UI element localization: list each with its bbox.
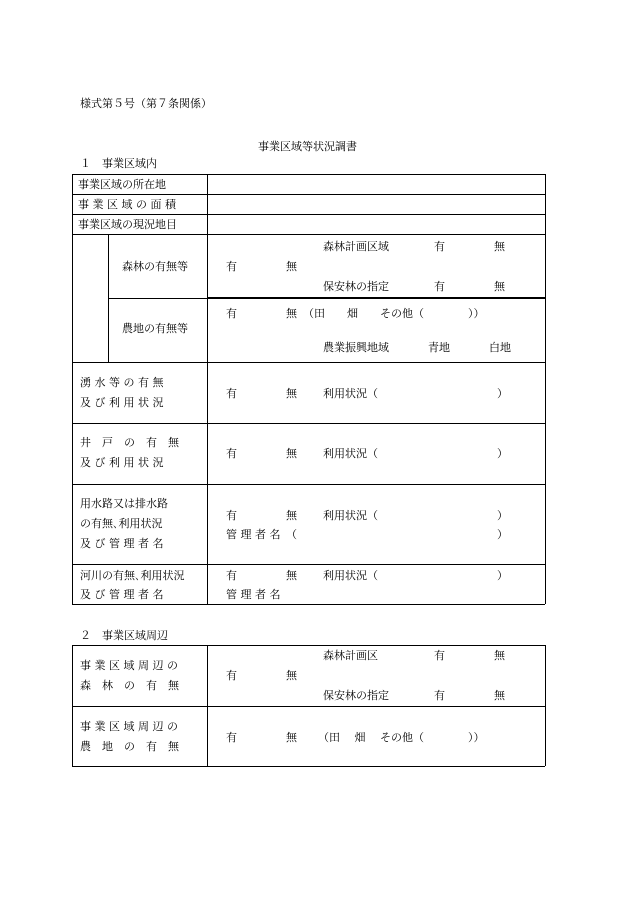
- well-usage-close: ）: [497, 447, 508, 460]
- label-spring-2: 及 び 利 用 状 況: [80, 396, 164, 409]
- farmland-yes: 有: [226, 307, 237, 320]
- label-waterway-2: の有無､利用状況: [80, 517, 163, 530]
- surrounding-farmland-no: 無: [286, 731, 297, 744]
- label-surrounding-farmland-2: 農 地 の 有 無: [80, 740, 179, 753]
- waterway-manager-close: ）: [497, 528, 508, 541]
- forest-plan-area-no: 無: [494, 240, 505, 253]
- river-manager: 管 理 者 名: [226, 588, 281, 601]
- surrounding-plan-area-yes: 有: [434, 649, 445, 662]
- form-number: 様式第５号（第７条関係）: [80, 97, 212, 110]
- label-well-1: 井 戸 の 有 無: [80, 436, 179, 449]
- waterway-yes: 有: [226, 509, 237, 522]
- spring-usage: 利用状況（: [323, 387, 378, 400]
- spring-yes: 有: [226, 387, 237, 400]
- farmland-white: 白地: [489, 341, 511, 354]
- farmland-no: 無: [286, 307, 297, 320]
- river-usage-close: ）: [497, 569, 508, 582]
- river-no: 無: [286, 569, 297, 582]
- waterway-no: 無: [286, 509, 297, 522]
- well-usage: 利用状況（: [323, 447, 378, 460]
- label-river-2: 及 び 管 理 者 名: [80, 588, 164, 601]
- label-forest: 森林の有無等: [122, 260, 188, 273]
- label-area: 事 業 区 域 の 面 積: [78, 198, 176, 211]
- label-location: 事業区域の所在地: [78, 178, 166, 191]
- surrounding-protection-no: 無: [494, 689, 505, 702]
- label-surrounding-forest-1: 事 業 区 域 周 辺 の: [80, 659, 178, 672]
- label-surrounding-forest-2: 森 林 の 有 無: [80, 679, 179, 692]
- well-yes: 有: [226, 447, 237, 460]
- label-waterway-1: 用水路又は排水路: [80, 497, 168, 510]
- forest-protection-no: 無: [494, 280, 505, 293]
- spring-no: 無: [286, 387, 297, 400]
- waterway-usage: 利用状況（: [323, 509, 378, 522]
- label-waterway-3: 及 び 管 理 者 名: [80, 537, 164, 550]
- forest-protection-yes: 有: [434, 280, 445, 293]
- surrounding-farmland-detail: （田 畑 その他（ ））: [318, 731, 485, 744]
- farmland-green: 青地: [428, 341, 450, 354]
- river-usage: 利用状況（: [323, 569, 378, 582]
- label-well-2: 及 び 利 用 状 況: [80, 456, 164, 469]
- forest-plan-area-label: 森林計画区域: [323, 240, 389, 253]
- label-river-1: 河川の有無､利用状況: [80, 569, 185, 582]
- surrounding-forest-no: 無: [286, 669, 297, 682]
- spring-usage-close: ）: [497, 387, 508, 400]
- farmland-detail: （田 畑 その他（ ））: [303, 307, 485, 320]
- surrounding-farmland-yes: 有: [226, 731, 237, 744]
- section-heading-2: ２ 事業区域周辺: [80, 629, 168, 642]
- section-heading-1: １ 事業区域内: [80, 157, 157, 170]
- label-spring-1: 湧 水 等 の 有 無: [80, 376, 164, 389]
- label-farmland: 農地の有無等: [122, 322, 188, 335]
- surrounding-forest-yes: 有: [226, 669, 237, 682]
- document-title: 事業区域等状況調書: [258, 140, 357, 153]
- surrounding-plan-area-no: 無: [494, 649, 505, 662]
- waterway-usage-close: ）: [497, 509, 508, 522]
- waterway-manager: 管 理 者 名 （: [226, 528, 297, 541]
- forest-protection-label: 保安林の指定: [323, 280, 389, 293]
- well-no: 無: [286, 447, 297, 460]
- surrounding-protection-label: 保安林の指定: [323, 689, 389, 702]
- label-land-category: 事業区域の現況地目: [78, 218, 177, 231]
- farmland-zone-label: 農業振興地域: [323, 341, 389, 354]
- surrounding-plan-area-label: 森林計画区: [323, 649, 378, 662]
- label-surrounding-farmland-1: 事 業 区 域 周 辺 の: [80, 720, 178, 733]
- forest-yes: 有: [226, 260, 237, 273]
- river-yes: 有: [226, 569, 237, 582]
- surrounding-protection-yes: 有: [434, 689, 445, 702]
- forest-plan-area-yes: 有: [434, 240, 445, 253]
- forest-no: 無: [286, 260, 297, 273]
